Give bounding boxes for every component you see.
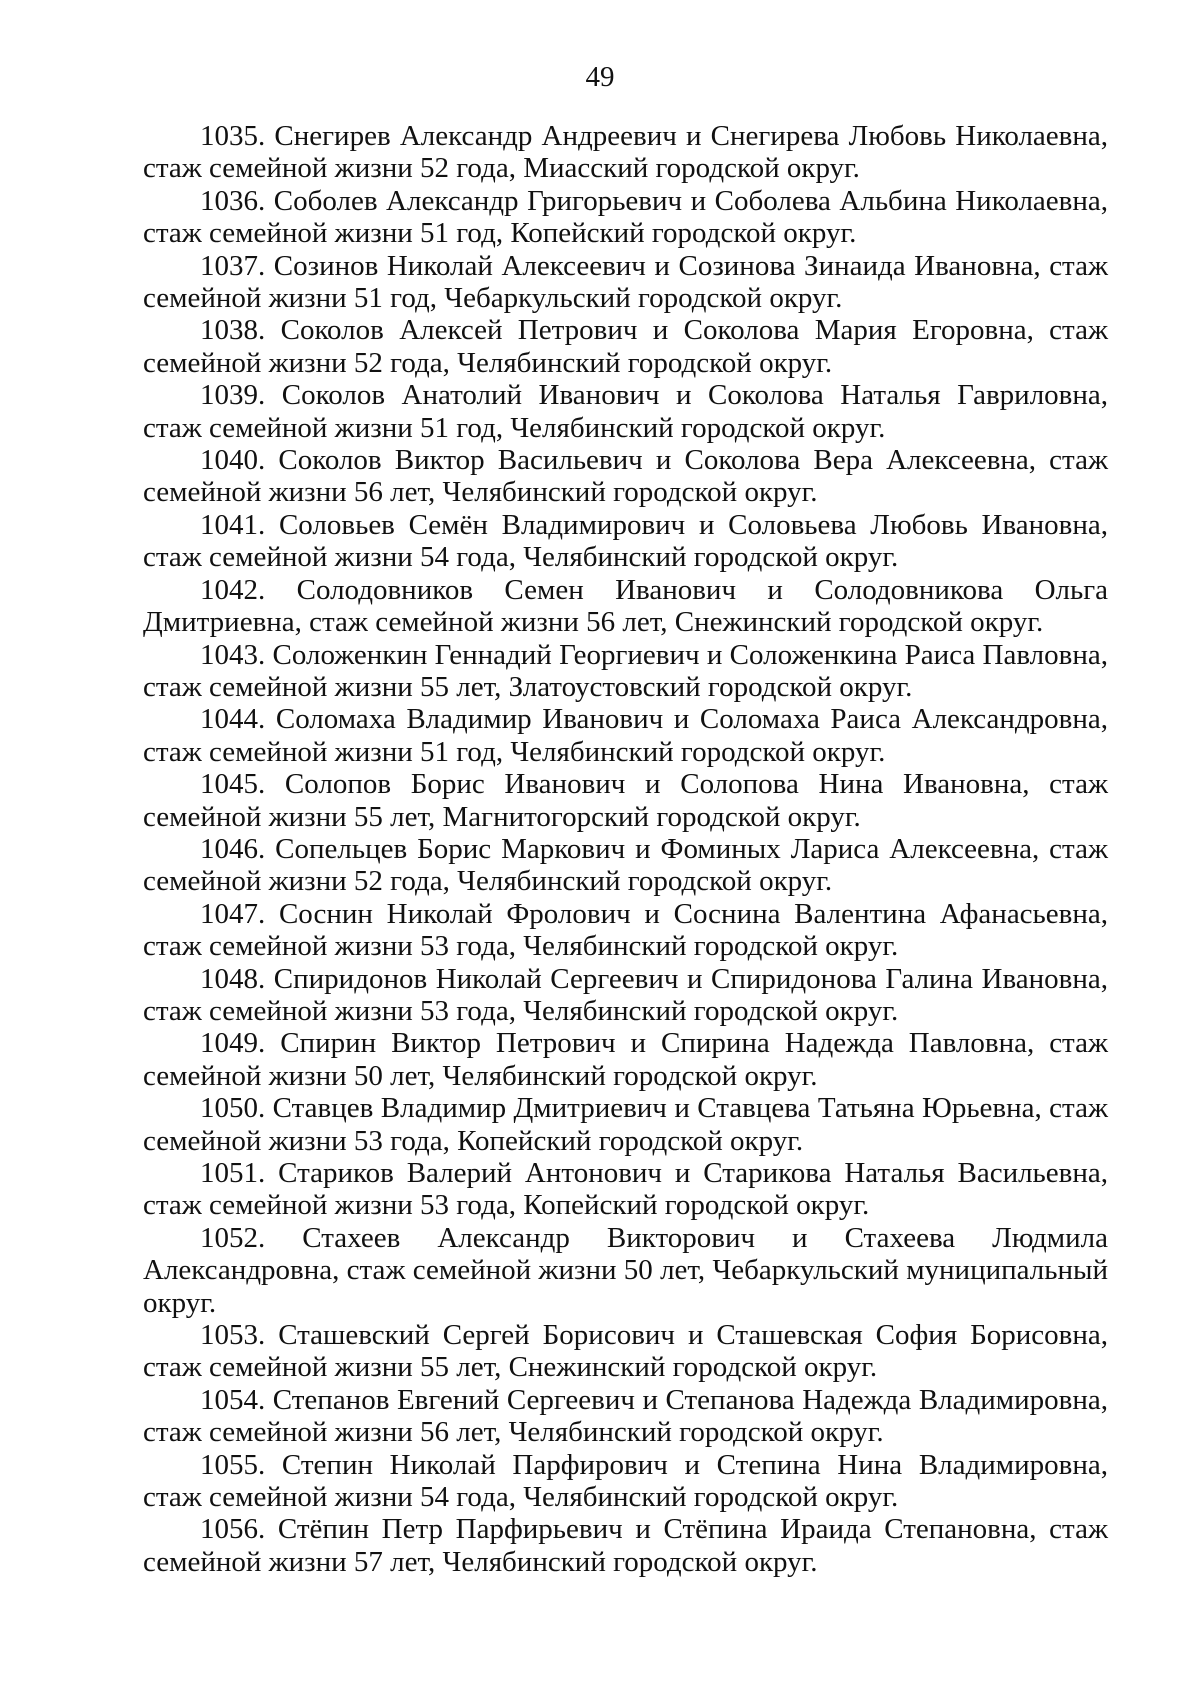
list-item: 1049. Спирин Виктор Петрович и Спирина Надежда Павловна, стаж семейной жизни 50 лет, Челябинский городской округ.: [143, 1027, 1108, 1092]
page-number: 49: [585, 61, 615, 93]
entry-list: [143, 120, 1108, 1578]
list-item: 1055. Степин Николай Парфирович и Степина Нина Владимировна, стаж семейной жизни 54 года, Челябинский городской округ.: [143, 1448, 1108, 1514]
list-item: 1050. Ставцев Владимир Дмитриевич и Ставцева Татьяна Юрьевна, стаж семейной жизни 53 года, Копейский городской округ.: [143, 1092, 1108, 1157]
list-item: 1047. Соснин Николай Фролович и Соснина Валентина Афанасьевна, стаж семейной жизни 53 года, Челябинский городской округ.: [143, 897, 1108, 963]
list-item: 1035. Снегирев Александр Андреевич и Снегирева Любовь Николаевна, стаж семейной жизни 52 года, Миасский городской округ.: [143, 120, 1108, 185]
list-item: 1054. Степанов Евгений Сергеевич и Степанова Надежда Владимировна, стаж семейной жизни 56 лет, Челябинский городской округ.: [143, 1383, 1108, 1449]
list-item: 1048. Спиридонов Николай Сергеевич и Спиридонова Галина Ивановна, стаж семейной жизни 53 года, Челябинский городской округ.: [143, 962, 1108, 1027]
list-item: 1041. Соловьев Семён Владимирович и Соловьева Любовь Ивановна, стаж семейной жизни 54 года, Челябинский городской округ.: [143, 508, 1108, 574]
list-item: 1043. Соложенкин Геннадий Георгиевич и Соложенкина Раиса Павловна, стаж семейной жизни 55 лет, Златоустовский городской округ.: [143, 638, 1108, 703]
list-item: 1053. Сташевский Сергей Борисович и Сташевская София Борисовна, стаж семейной жизни 55 лет, Снежинский городской округ.: [143, 1319, 1108, 1384]
list-item: 1038. Соколов Алексей Петрович и Соколова Мария Егоровна, стаж семейной жизни 52 года, Челябинский городской округ.: [143, 314, 1108, 379]
list-item: 1052. Стахеев Александр Викторович и Стахеева Людмила Александровна, стаж семейной жизни 50 лет, Чебаркульский муниципальный округ.: [143, 1221, 1108, 1319]
list-item: 1044. Соломаха Владимир Иванович и Соломаха Раиса Александровна, стаж семейной жизни 51 год, Челябинский городской округ.: [143, 703, 1108, 768]
list-item: 1036. Соболев Александр Григорьевич и Соболева Альбина Николаевна, стаж семейной жизни 51 год, Копейский городской округ.: [143, 184, 1108, 250]
list-item: 1042. Солодовников Семен Иванович и Солодовникова Ольга Дмитриевна, стаж семейной жизни 56 лет, Снежинский городской округ.: [143, 573, 1108, 639]
list-item: 1039. Соколов Анатолий Иванович и Соколова Наталья Гавриловна, стаж семейной жизни 51 год, Челябинский городской округ.: [143, 379, 1108, 444]
list-item: 1037. Созинов Николай Алексеевич и Созинова Зинаида Ивановна, стаж семейной жизни 51 год, Чебаркульский городской округ.: [143, 249, 1108, 315]
list-item: 1051. Стариков Валерий Антонович и Старикова Наталья Васильевна, стаж семейной жизни 53 года, Копейский городской округ.: [143, 1157, 1108, 1222]
list-item: 1045. Солопов Борис Иванович и Солопова Нина Ивановна, стаж семейной жизни 55 лет, Магнитогорский городской округ.: [143, 768, 1108, 833]
list-item: 1040. Соколов Виктор Васильевич и Соколова Вера Алексеевна, стаж семейной жизни 56 лет, Челябинский городской округ.: [143, 444, 1108, 509]
list-item: 1056. Стёпин Петр Парфирьевич и Стёпина Ираида Степановна, стаж семейной жизни 57 лет, Челябинский городской округ.: [143, 1513, 1108, 1578]
list-item: 1046. Сопельцев Борис Маркович и Фоминых Лариса Алексеевна, стаж семейной жизни 52 года, Челябинский городской округ.: [143, 832, 1108, 898]
